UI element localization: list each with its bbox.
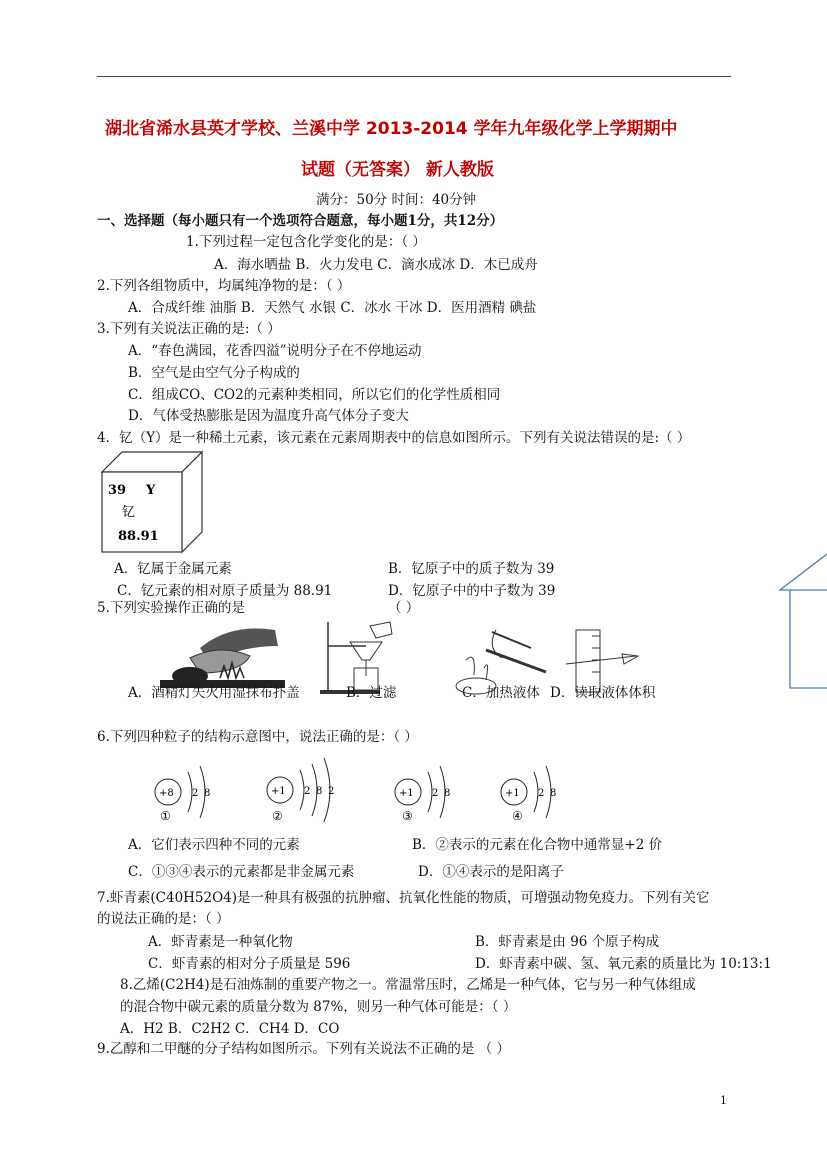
q4-stem: 4．钇（Y）是一种稀土元素，该元素在元素周期表中的信息如图所示。下列有关说法错误的是:（ ） (97, 430, 691, 446)
q5-option-b: B．过滤 (346, 685, 397, 701)
element-symbol: Y (146, 483, 156, 498)
q1-options: A．海水晒盐 B．火力发电 C．滴水成冰 D．木已成舟 (214, 257, 538, 273)
particle-diagram-4 (496, 756, 576, 824)
q7-option-d: D．虾青素中碳、氢、氧元素的质量比为 10:13:1 (475, 956, 772, 972)
particle-1-shell-1: 2 (192, 788, 199, 799)
element-name: 钇 (122, 505, 136, 520)
particle-2-label: ② (272, 809, 283, 823)
q8-options: A．H2 B．C2H2 C．CH4 D．CO (120, 1021, 340, 1037)
q3-stem: 3.下列有关说法正确的是:（ ） (97, 321, 281, 337)
particle-3-label: ③ (402, 809, 413, 823)
q6-option-b: B．②表示的元素在化合物中通常显+2 价 (412, 837, 663, 853)
q7-option-c: C．虾青素的相对分子质量是 596 (148, 956, 351, 972)
particle-2-nucleus: +1 (271, 786, 286, 797)
particle-2-shell-3: 2 (328, 786, 335, 797)
particle-4-nucleus: +1 (505, 788, 520, 799)
q7-stem-line-2: 的说法正确的是：（ ） (97, 911, 230, 927)
q3-option-c: C．组成CO、CO2的元素种类相同，所以它们的化学性质相同 (128, 387, 501, 403)
particle-3-shell-2: 8 (444, 788, 451, 799)
q7-option-a: A．虾青素是一种氧化物 (148, 934, 293, 950)
header-rule (97, 76, 731, 77)
q5-paren: （ ） (388, 600, 420, 616)
q7-stem-line-1: 7.虾青素(C40H52O4)是一种具有极强的抗肿瘤、抗氧化性能的物质，可增强动物免疫力。下列有关它 (97, 890, 710, 906)
edge-box-graphic (778, 552, 827, 690)
q2-stem: 2.下列各组物质中，均属纯净物的是：（ ） (97, 278, 351, 294)
element-number: 39 (108, 483, 127, 498)
title-line-1: 湖北省浠水县英才学校、兰溪中学 2013-2014 学年九年级化学上学期期中 (105, 119, 678, 139)
q6-stem: 6.下列四种粒子的结构示意图中，说法正确的是：（ ） (97, 729, 418, 745)
q1-stem: 1.下列过程一定包含化学变化的是：（ ） (186, 234, 426, 250)
q5-option-d: D．读取液体体积 (550, 685, 656, 701)
q2-options: A．合成纤维 油脂 B．天然气 水银 C．冰水 干冰 D．医用酒精 碘盐 (128, 300, 537, 316)
q4-option-d: D．钇原子中的中子数为 39 (388, 583, 556, 599)
q6-option-a: A．它们表示四种不同的元素 (128, 837, 300, 853)
particle-2-shell-1: 2 (304, 786, 311, 797)
q4-option-b: B．钇原子中的质子数为 39 (388, 561, 555, 577)
q5-stem: 5.下列实验操作正确的是 (97, 600, 245, 616)
particle-4-label: ④ (512, 809, 523, 823)
q7-option-b: B．虾青素是由 96 个原子构成 (475, 934, 660, 950)
page-number: 1 (720, 1094, 727, 1107)
q8-stem-line-2: 的混合物中碳元素的质量分数为 87%，则另一种气体可能是：（ ） (120, 999, 517, 1015)
q6-option-d: D．①④表示的是阳离子 (418, 864, 564, 880)
q3-option-a: A．“春色满园，花香四溢”说明分子在不停地运动 (128, 343, 422, 359)
particle-3-nucleus: +1 (399, 788, 414, 799)
q3-option-d: D．气体受热膨胀是因为温度升高气体分子变大 (128, 408, 409, 424)
particle-4-shell-1: 2 (538, 788, 545, 799)
title-line-2: 试题（无答案） 新人教版 (301, 160, 494, 180)
exam-info: 满分：50分 时间：40分钟 (316, 192, 477, 208)
element-mass: 88.91 (118, 529, 159, 544)
q5-option-c: C．加热液体 (462, 685, 540, 701)
particle-1-label: ① (160, 809, 171, 823)
particle-1-nucleus: +8 (159, 788, 174, 799)
element-tile-figure (100, 450, 210, 554)
particle-diagram-3 (390, 756, 470, 824)
particle-1-shell-2: 8 (204, 788, 211, 799)
section-heading: 一、选择题（每小题只有一个选项符合题意，每小题1分，共12分） (97, 213, 504, 229)
q4-option-a: A．钇属于金属元素 (114, 561, 232, 577)
q3-option-b: B．空气是由空气分子构成的 (128, 365, 300, 381)
q5-image-a (160, 618, 285, 693)
particle-4-shell-2: 8 (550, 788, 557, 799)
particle-diagram-1 (150, 758, 230, 824)
particle-3-shell-1: 2 (432, 788, 439, 799)
q4-option-c: C．钇元素的相对原子质量为 88.91 (117, 583, 333, 599)
q8-stem-line-1: 8.乙烯(C2H4)是石油炼制的重要产物之一。常温常压时，乙烯是一种气体，它与另一种气体组成 (120, 977, 696, 993)
q6-option-c: C．①③④表示的元素都是非金属元素 (128, 864, 355, 880)
particle-2-shell-2: 8 (316, 786, 323, 797)
q5-option-a: A．酒精灯失火用湿抹布扑盖 (128, 685, 300, 701)
q9-stem: 9.乙醇和二甲醚的分子结构如图所示。下列有关说法不正确的是 （ ） (97, 1041, 510, 1057)
particle-diagram-2 (262, 752, 352, 824)
